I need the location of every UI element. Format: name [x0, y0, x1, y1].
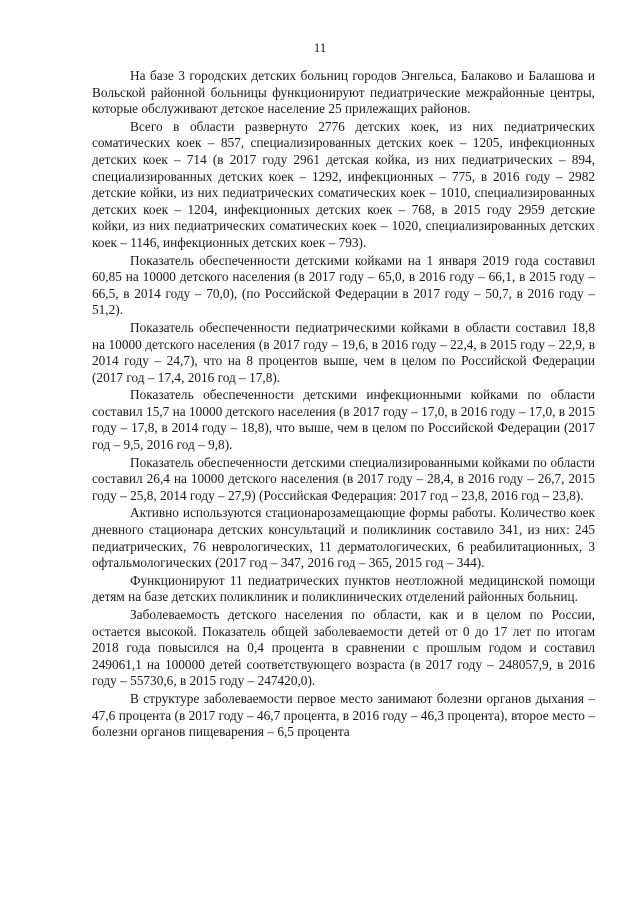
- paragraph-day-hospital: Активно используются стационарозамещающие формы работы. Количество коек дневного стационара детских консультаций и поликлиник составило 341, из них: 245 педиатрических, 76 неврологических, 11 дерматологических, 6 реабилитационных, 3 офтальмологических (2017 год – 347, 2016 год – 365, 2015 год – 344).: [92, 505, 595, 571]
- paragraph-infectious-beds: Показатель обеспеченности детскими инфекционными койками по области составил 15,7 на 10000 детского населения (в 2017 году – 17,0, в 2016 году – 17,0, в 2015 году – 17,8, в 2014 году – 18,8), что выше, чем в целом по Российской Федерации (2017 год – 9,5, 2016 год – 9,8).: [92, 387, 595, 453]
- paragraph-morbidity-structure: В структуре заболеваемости первое место занимают болезни органов дыхания – 47,6 процента (в 2017 году – 46,7 процента, в 2016 году – 46,3 процента), второе место – болезни органов пищеварения – 6,5 процента: [92, 690, 595, 740]
- paragraph-morbidity: Заболеваемость детского населения по области, как и в целом по России, остается высокой. Показатель общей заболеваемости детей от 0 до 17 лет по итогам 2018 года повысился на 0,4 процента в сравнении с прошлым годом и составил 249061,1 на 100000 детей соответствующего возраста (в 2017 году – 248057,9, в 2016 году – 55730,6, в 2015 году – 247420,0).: [92, 607, 595, 689]
- paragraph-specialized-beds: Показатель обеспеченности детскими специализированными койками по области составил 26,4 на 10000 детского населения (в 2017 году – 28,4, в 2016 году – 26,7, 2015 году – 25,8, 2014 году – 27,9) (Российская Федерация: 2017 год – 23,8, 2016 год – 23,8).: [92, 454, 595, 503]
- page-number: 11: [313, 40, 327, 55]
- paragraph-pediatric-beds: Показатель обеспеченности педиатрическими койками в области составил 18,8 на 10000 детского населения (в 2017 году – 19,6, в 2016 году – 22,4, в 2015 году – 22,9, в 2014 году – 24,7), что на 8 процентов выше, чем в целом по Российской Федерации (2017 год – 17,4, 2016 год – 17,8).: [92, 319, 595, 385]
- paragraph-bed-supply: Показатель обеспеченности детскими койками на 1 января 2019 года составил 60,85 на 10000 детского населения (в 2017 году – 65,0, в 2016 году – 66,1, в 2015 году – 66,5, в 2014 году – 70,0), (по Российской Федерации в 2017 году – 50,7, в 2016 году – 51,2).: [92, 252, 595, 318]
- document-body: [92, 68, 595, 741]
- paragraph-bed-count: Всего в области развернуто 2776 детских коек, из них педиатрических соматических коек – 857, специализированных детских коек – 1205, инфекционных детских коек – 714 (в 2017 году 2961 детская койка, из них педиатрических – 894, специализированных детских коек – 1292, инфекционных – 775, в 2016 году – 2982 детские койки, из них педиатрических соматических коек – 1010, специализированных детских коек – 1204, инфекционных детских коек – 768, в 2015 году 2959 детские койки, из них педиатрических соматических коек – 1020, специализированных детских коек – 1146, инфекционных детских коек – 793).: [92, 118, 595, 250]
- paragraph-emergency-points: Функционируют 11 педиатрических пунктов неотложной медицинской помощи детям на базе детских поликлиник и поликлинических отделений районных больниц.: [92, 572, 595, 605]
- paragraph-intercity-centers: На базе 3 городских детских больниц городов Энгельса, Балаково и Балашова и Вольской районной больницы функционируют педиатрические межрайонные центры, которые обслуживают детское население 25 прилежащих районов.: [92, 68, 595, 117]
